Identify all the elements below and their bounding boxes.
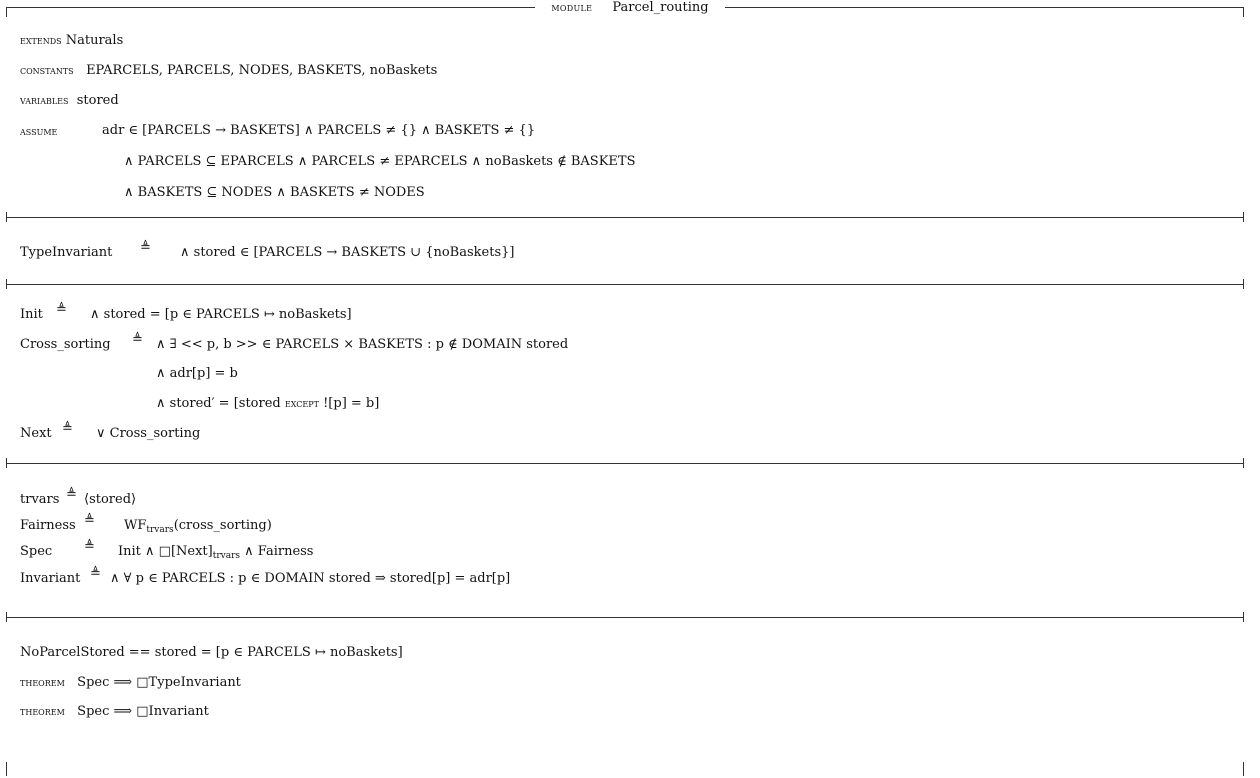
divider-2-left-tick	[6, 279, 7, 289]
assume-line-1: assume	[20, 124, 58, 138]
invariant-name: Invariant	[20, 571, 81, 586]
assume-body-1: adr ∈ [PARCELS → BASKETS] ∧ PARCELS ≠ {} ∧ BASKETS ≠ {}	[102, 123, 536, 138]
constants-line: constants EPARCELS, PARCELS, NODES, BASKETS, noBaskets	[20, 63, 438, 78]
init-body: ∧ stored = [p ∈ PARCELS ↦ noBaskets]	[90, 307, 352, 322]
module-keyword: module	[543, 0, 600, 14]
theorem-1: theorem Spec ⟹ □TypeInvariant	[20, 675, 241, 690]
fairness-name: Fairness	[20, 518, 76, 533]
theorem-2: theorem Spec ⟹ □Invariant	[20, 704, 209, 719]
cross-sorting-body-1: ∧ ∃ << p, b >> ∈ PARCELS × BASKETS : p ∉ DOMAIN stored	[156, 337, 569, 352]
spec-body: Init ∧ $□[Next]_{trvars}$ ∧ Fairness	[118, 544, 314, 561]
no-parcel-stored: NoParcelStored == stored = [p ∈ PARCELS ↦ noBaskets]	[20, 645, 403, 660]
variables-line: variables stored	[20, 93, 119, 108]
trvars-body: ⟨stored⟩	[84, 492, 137, 507]
divider-2-right-tick	[1243, 279, 1244, 289]
bottom-right-tick	[1243, 762, 1244, 776]
cross-sorting-defeq: ≜	[132, 332, 143, 347]
divider-3-right-tick	[1243, 458, 1244, 468]
extends-line: extends Naturals	[20, 33, 124, 48]
invariant-defeq: ≜	[90, 566, 101, 581]
type-invariant-name: TypeInvariant	[20, 245, 113, 260]
cross-sorting-body-3: ∧ stored′ = [stored except ![p] = b]	[156, 396, 380, 411]
next-defeq: ≜	[62, 421, 73, 436]
init-defeq: ≜	[56, 302, 67, 317]
init-name: Init	[20, 307, 43, 322]
assume-body-2: ∧ PARCELS ⊆ EPARCELS ∧ PARCELS ≠ EPARCELS ∧ noBaskets ∉ BASKETS	[124, 154, 636, 169]
type-invariant-defeq: ≜	[140, 240, 151, 255]
cross-sorting-body-2: ∧ adr[p] = b	[156, 366, 238, 381]
divider-3-left-tick	[6, 458, 7, 468]
divider-4-left-tick	[6, 612, 7, 622]
module-header	[0, 0, 1260, 15]
divider-3	[6, 463, 1244, 464]
bottom-left-tick	[6, 762, 7, 776]
cross-sorting-name: Cross_sorting	[20, 337, 111, 352]
divider-4	[6, 617, 1244, 618]
fairness-defeq: ≜	[84, 513, 95, 528]
divider-1-right-tick	[1243, 212, 1244, 222]
divider-1-left-tick	[6, 212, 7, 222]
divider-2	[6, 284, 1244, 285]
spec-name: Spec	[20, 544, 53, 559]
type-invariant-body: ∧ stored ∈ [PARCELS → BASKETS ∪ {noBaskets}]	[180, 245, 515, 260]
spec-defeq: ≜	[84, 539, 95, 554]
next-name: Next	[20, 426, 52, 441]
divider-4-right-tick	[1243, 612, 1244, 622]
fairness-body: $WF_{trvars}(cross\_sorting)$	[124, 518, 272, 535]
invariant-body: ∧ ∀ p ∈ PARCELS : p ∈ DOMAIN stored ⇒ stored[p] = adr[p]	[110, 571, 511, 586]
trvars-name: trvars	[20, 492, 60, 507]
assume-body-3: ∧ BASKETS ⊆ NODES ∧ BASKETS ≠ NODES	[124, 185, 425, 200]
module-name: Parcel_routing	[604, 0, 716, 15]
divider-1	[6, 217, 1244, 218]
next-body: ∨ Cross_sorting	[96, 426, 201, 441]
trvars-defeq: ≜	[66, 487, 77, 502]
